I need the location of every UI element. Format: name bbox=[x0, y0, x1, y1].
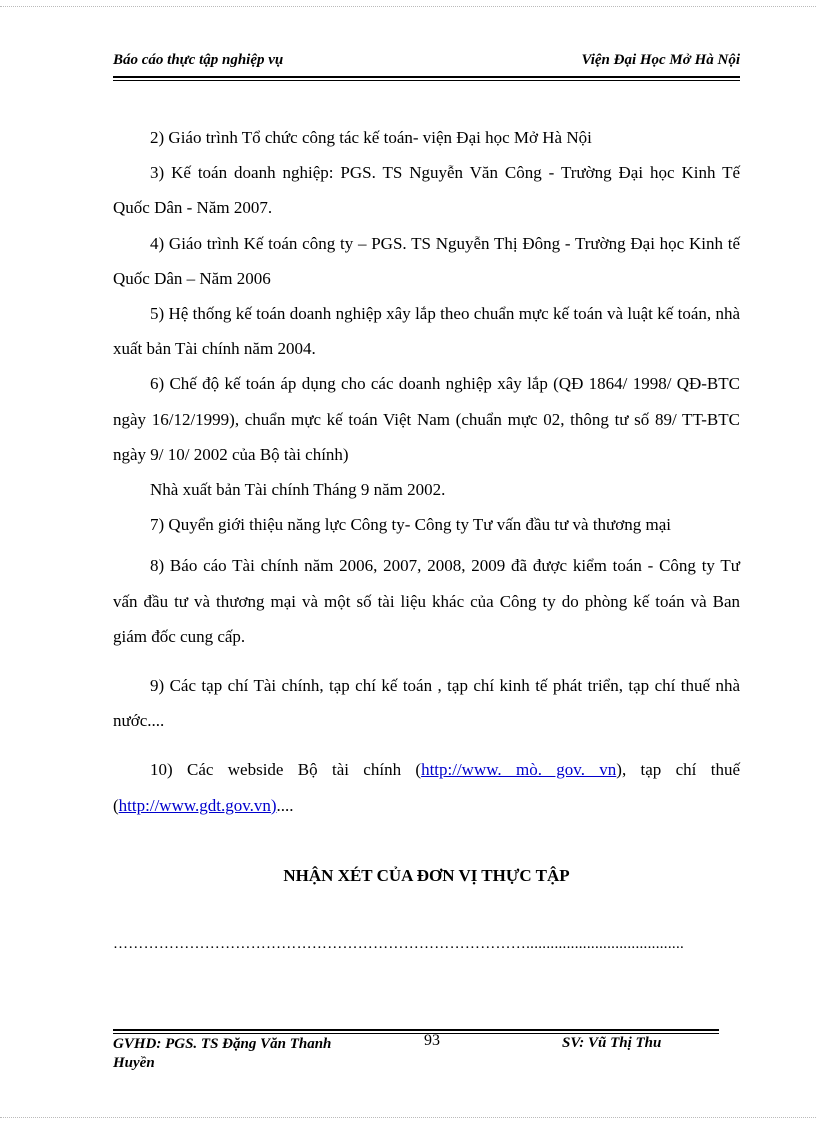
reference-item: 2) Giáo trình Tổ chức công tác kế toán- viện Đại học Mở Hà Nội bbox=[150, 128, 592, 147]
reference-item: 4) Giáo trình Kế toán công ty – PGS. TS Nguyễn Thị Đông - Trường Đại học Kinh tế Quốc Dân – Năm 2006 bbox=[113, 233, 740, 288]
reference-item: 5) Hệ thống kế toán doanh nghiệp xây lắp theo chuẩn mực kế toán và luật kế toán, nhà xuất bản Tài chính năm 2004. bbox=[113, 304, 740, 359]
page-header bbox=[113, 50, 740, 74]
header-report-title: Báo cáo thực tập nghiệp vụ bbox=[113, 52, 284, 68]
reference-item-websites bbox=[113, 752, 740, 822]
page-number: 93 bbox=[424, 1032, 440, 1049]
ref10-prefix: 10) Các webside Bộ tài chính ( bbox=[150, 760, 422, 780]
ministry-finance-link[interactable]: http://www. mò. gov. vn bbox=[421, 760, 617, 780]
reference-list bbox=[113, 120, 740, 823]
footer-supervisor: GVHD: PGS. TS Đặng Văn Thanh Huyền bbox=[113, 1036, 332, 1071]
reference-item: 6) Chế độ kế toán áp dụng cho các doanh nghiệp xây lắp (QĐ 1864/ 1998/ QĐ-BTC ngày 16/12/1999), chuẩn mực kế toán Việt Nam (chuẩn mực 02, thông tư số 89/ TT-BTC ngày 9/ 10/ 2002 của Bộ tài chính) bbox=[113, 374, 740, 464]
reference-item: 8) Báo cáo Tài chính năm 2006, 2007, 2008, 2009 đã được kiểm toán - Công ty Tư vấn đầu tư và thương mại và một số tài liệu khác của Công ty do phòng kế toán và Ban giám đốc cung cấp. bbox=[113, 556, 740, 646]
footer-rule-thick bbox=[113, 1029, 719, 1031]
page-bottom-border bbox=[0, 1117, 816, 1118]
header-institution: Viện Đại Học Mở Hà Nội bbox=[581, 52, 740, 68]
section-title: NHẬN XÉT CỦA ĐƠN VỊ THỰC TẬP bbox=[283, 866, 570, 885]
page-top-border bbox=[0, 6, 816, 7]
ref10-middle: ), tạp chí thuế ( bbox=[113, 760, 740, 815]
tax-journal-link[interactable]: http://www.gdt.gov.vn) bbox=[118, 795, 277, 815]
footer-rule-thin bbox=[113, 1033, 719, 1034]
reference-item: Nhà xuất bản Tài chính Tháng 9 năm 2002. bbox=[150, 480, 446, 500]
reference-item: 3) Kế toán doanh nghiệp: PGS. TS Nguyễn Văn Công - Trường Đại học Kinh Tế Quốc Dân - Năm 2007. bbox=[113, 163, 740, 218]
reference-item: 7) Quyển giới thiệu năng lực Công ty- Công ty Tư vấn đầu tư và thương mại bbox=[150, 515, 672, 535]
header-rule-thick bbox=[113, 76, 740, 78]
header-rule-thin bbox=[113, 80, 740, 81]
dotted-answer-line: ………………………………………………………………………....................................... bbox=[113, 936, 685, 952]
ref10-suffix: .... bbox=[276, 795, 294, 815]
reference-item: 9) Các tạp chí Tài chính, tạp chí kế toán , tạp chí kinh tế phát triển, tạp chí thuế nhà nước.... bbox=[113, 676, 740, 731]
footer-student: SV: Vũ Thị Thu bbox=[562, 1035, 662, 1051]
